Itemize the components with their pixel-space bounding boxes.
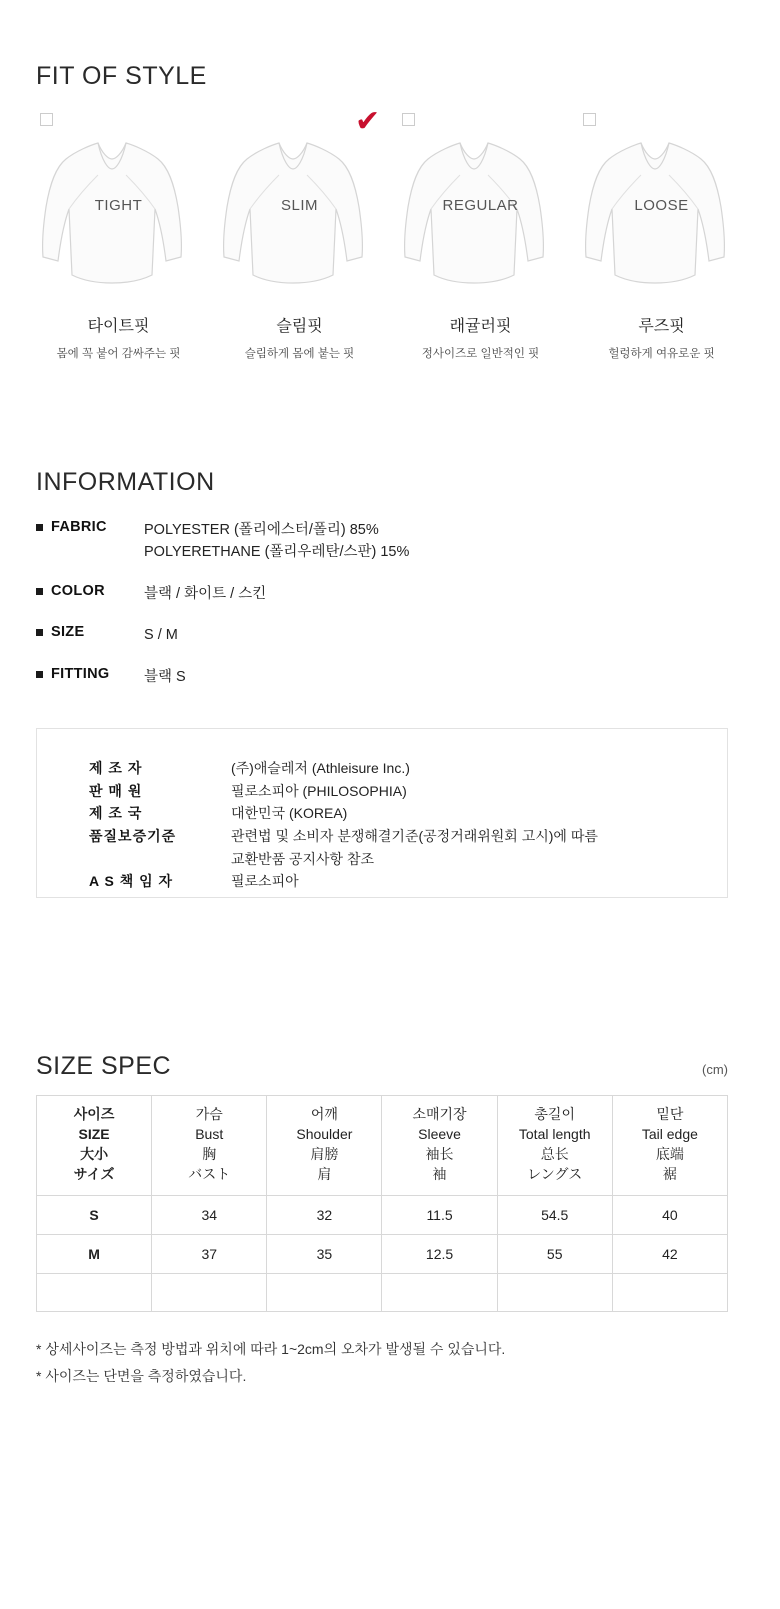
col-header-tail-ja: 裾 [662, 1165, 677, 1182]
col-header-shoulder-zh: 肩膀 [310, 1145, 339, 1162]
col-header-shoulder-ko: 어깨 [310, 1106, 338, 1122]
maker-key-manufacturer: 제 조 자 [89, 760, 143, 776]
size-spec-section [36, 1052, 728, 1390]
maker-value-manufacturer: (주)애슬레저 (Athleisure Inc.) [231, 760, 410, 776]
table-header-row [37, 1096, 728, 1196]
col-header-tail-zh: 底端 [655, 1145, 684, 1162]
info-key-fabric [36, 519, 144, 564]
shirt-illustration-tight [36, 135, 201, 295]
maker-row-country [89, 802, 727, 825]
info-value-size: S / M [144, 627, 178, 644]
cell-tail-m: 42 [612, 1234, 727, 1273]
col-header-tail-en: Tail edge [641, 1125, 698, 1142]
col-header-bust [152, 1096, 267, 1196]
info-key-label-fitting: FITTING [51, 665, 110, 682]
information-section [36, 468, 744, 707]
col-header-bust-ko: 가슴 [195, 1106, 223, 1122]
maker-key-country: 제 조 국 [89, 805, 143, 822]
col-header-sleeve [382, 1096, 497, 1196]
fit-option-tight[interactable] [36, 113, 201, 361]
info-key-label-size: SIZE [51, 624, 85, 641]
fit-desc-regular: 정사이즈로 일반적인 핏 [421, 348, 540, 360]
table-head [37, 1096, 728, 1196]
table-row [37, 1195, 728, 1234]
info-value-fitting: 블랙 S [144, 668, 186, 685]
maker-key-as: A S 책 임 자 [89, 873, 174, 890]
info-key-size [36, 624, 144, 646]
checkbox-loose[interactable] [583, 113, 596, 126]
info-value-fabric [144, 519, 409, 564]
col-header-shoulder [267, 1096, 382, 1196]
fit-of-style-title: FIT OF STYLE [36, 62, 207, 90]
maker-value-seller: 필로소피아 (PHILOSOPHIA) [231, 782, 407, 799]
information-title: INFORMATION [36, 468, 215, 496]
fit-name-loose: 루즈핏 [638, 318, 685, 335]
fit-check-area-slim [217, 104, 382, 139]
cell-bust-m: 37 [152, 1234, 267, 1273]
fit-check-area-tight [36, 113, 201, 135]
cell-empty [497, 1273, 612, 1311]
col-header-sleeve-ko: 소매기장 [412, 1106, 467, 1122]
cell-total-s: 54.5 [497, 1195, 612, 1234]
maker-key-quality: 품질보증기준 [89, 828, 177, 845]
info-row-color [36, 583, 744, 605]
shirt-label-regular: REGULAR [442, 197, 519, 214]
size-spec-notes [36, 1336, 728, 1391]
col-header-size-ja: サイズ [73, 1165, 115, 1182]
info-value-color: 블랙 / 화이트 / 스킨 [144, 585, 267, 602]
bullet-icon [36, 524, 43, 531]
cell-empty [267, 1273, 382, 1311]
info-key-label-fabric: FABRIC [51, 519, 107, 535]
col-header-total-zh: 总长 [540, 1145, 569, 1162]
col-header-size-en: SIZE [78, 1125, 110, 1142]
col-header-tail-ko: 밑단 [656, 1106, 684, 1122]
col-header-shoulder-ja: 肩 [317, 1165, 332, 1182]
col-header-bust-ja: バスト [188, 1165, 231, 1182]
col-header-total-en: Total length [518, 1125, 591, 1142]
bullet-icon [36, 588, 43, 595]
bullet-icon [36, 629, 43, 636]
fit-name-slim: 슬림핏 [276, 318, 323, 335]
fit-options-row [36, 104, 744, 361]
col-header-sleeve-ja: 袖 [432, 1165, 447, 1182]
bullet-icon [36, 671, 43, 678]
info-row-size [36, 624, 744, 646]
size-spec-title: SIZE SPEC [36, 1052, 172, 1080]
cell-empty [382, 1273, 497, 1311]
shirt-label-loose: LOOSE [634, 197, 689, 214]
size-spec-table [36, 1095, 728, 1312]
maker-value-quality [231, 825, 598, 870]
col-header-total-ja: レングス [527, 1165, 583, 1182]
fit-name-regular: 래귤러핏 [449, 318, 512, 335]
shirt-icon [217, 135, 382, 295]
maker-value-country: 대한민국 (KOREA) [231, 805, 348, 822]
cell-empty [37, 1273, 152, 1311]
shirt-illustration-slim [217, 135, 382, 295]
col-header-shoulder-en: Shoulder [296, 1125, 353, 1142]
table-row [37, 1234, 728, 1273]
fit-name-tight: 타이트핏 [87, 318, 150, 335]
cell-bust-s: 34 [152, 1195, 267, 1234]
fit-check-area-loose [579, 113, 744, 135]
table-row-empty [37, 1273, 728, 1311]
info-key-fitting [36, 666, 144, 688]
maker-value-as: 필로소피아 [231, 873, 299, 890]
col-header-tail-edge [612, 1096, 727, 1196]
maker-value-quality-line2: 교환반품 공지사항 참조 [231, 850, 375, 867]
shirt-illustration-loose [579, 135, 744, 295]
maker-key-seller: 판 매 원 [89, 782, 143, 799]
fit-desc-slim: 슬림하게 몸에 붙는 핏 [244, 348, 355, 360]
col-header-size [37, 1096, 152, 1196]
info-value-fabric-line2: POLYERETHANE (폴리우레탄/스판) 15% [144, 544, 410, 561]
table-body [37, 1195, 728, 1311]
cell-sleeve-m: 12.5 [382, 1234, 497, 1273]
col-header-total-length [497, 1096, 612, 1196]
shirt-icon [398, 135, 563, 295]
maker-row-as [89, 870, 727, 893]
shirt-icon [579, 135, 744, 295]
cell-empty [612, 1273, 727, 1311]
size-spec-header [36, 1052, 728, 1081]
size-note-2: * 사이즈는 단면을 측정하였습니다. [36, 1367, 247, 1384]
maker-value-quality-line1: 관련법 및 소비자 분쟁해결기준(공정거래위원회 고시)에 따름 [231, 828, 598, 845]
cell-shoulder-m: 35 [267, 1234, 382, 1273]
col-header-size-ko: 사이즈 [73, 1106, 115, 1122]
fit-desc-loose: 헐렁하게 여유로운 핏 [608, 348, 715, 360]
info-row-fabric [36, 519, 744, 564]
maker-row-quality [89, 825, 727, 870]
col-header-sleeve-en: Sleeve [418, 1125, 461, 1142]
check-icon: ✔ [355, 104, 381, 139]
cell-total-m: 55 [497, 1234, 612, 1273]
size-spec-unit: (cm) [702, 1062, 728, 1077]
shirt-illustration-regular [398, 135, 563, 295]
manufacturer-info-box [36, 728, 728, 898]
shirt-icon [36, 135, 201, 295]
col-header-total-ko: 총길이 [534, 1106, 575, 1122]
fit-option-slim[interactable] [217, 104, 382, 361]
shirt-label-tight: TIGHT [94, 197, 143, 214]
col-header-sleeve-zh: 袖长 [425, 1145, 454, 1162]
col-header-size-zh: 大小 [80, 1145, 109, 1162]
fit-desc-tight: 몸에 꼭 붙어 감싸주는 핏 [56, 348, 181, 360]
info-value-fabric-line1: POLYESTER (폴리에스터/폴리) 85% [144, 522, 379, 538]
manufacturer-info-list [37, 729, 727, 893]
maker-row-manufacturer [89, 757, 727, 780]
col-header-bust-zh: 胸 [202, 1145, 217, 1162]
size-note-1: * 상세사이즈는 측정 방법과 위치에 따라 1~2cm의 오차가 발생될 수 있습니다. [36, 1340, 506, 1357]
cell-tail-s: 40 [612, 1195, 727, 1234]
col-header-bust-en: Bust [195, 1125, 224, 1142]
cell-empty [152, 1273, 267, 1311]
fit-option-regular[interactable] [398, 113, 563, 361]
fit-option-loose[interactable] [579, 113, 744, 361]
info-key-color [36, 583, 144, 605]
checkbox-regular[interactable] [402, 113, 415, 126]
fit-check-area-regular [398, 113, 563, 135]
info-row-fitting [36, 666, 744, 688]
fit-of-style-section [36, 62, 744, 361]
shirt-label-slim: SLIM [280, 197, 318, 214]
cell-sleeve-s: 11.5 [382, 1195, 497, 1234]
cell-size-s: S [37, 1195, 152, 1234]
checkbox-tight[interactable] [40, 113, 53, 126]
cell-size-m: M [37, 1234, 152, 1273]
info-key-label-color: COLOR [51, 582, 105, 599]
cell-shoulder-s: 32 [267, 1195, 382, 1234]
maker-row-seller [89, 780, 727, 803]
